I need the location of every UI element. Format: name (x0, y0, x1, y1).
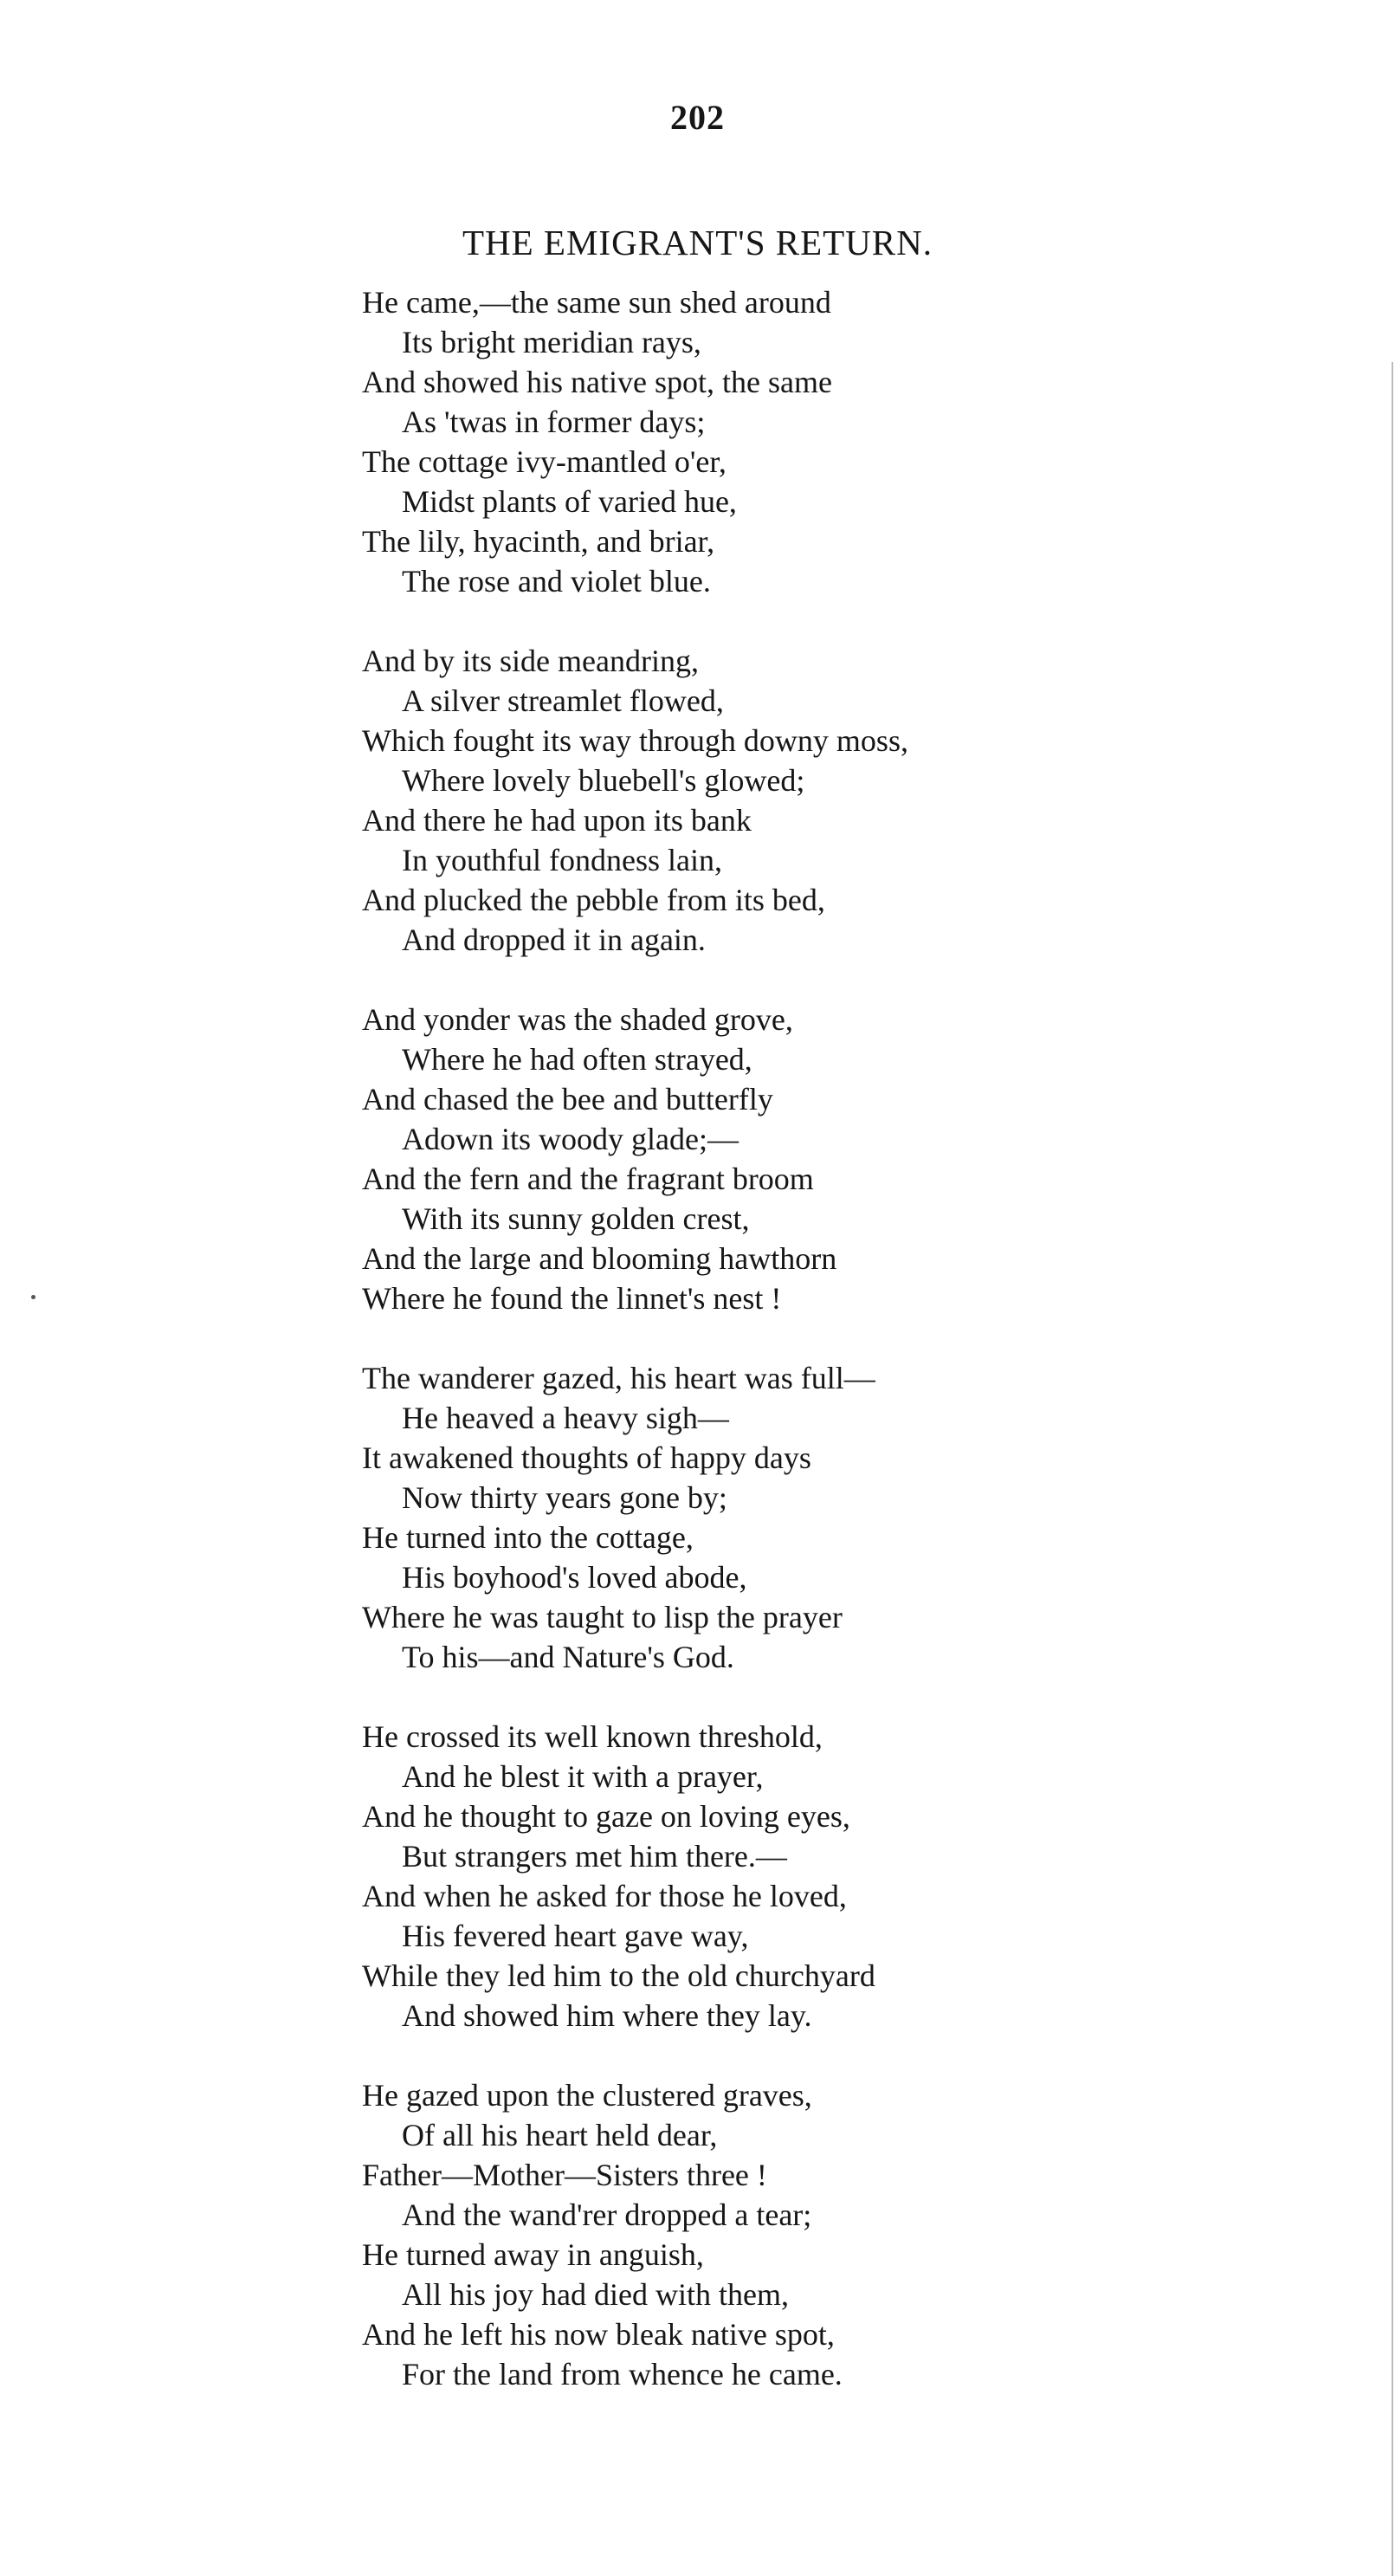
poem-line: While they led him to the old churchyard (362, 1958, 875, 1993)
stanza-3 (362, 1000, 1228, 1318)
poem-line: The rose and violet blue. (402, 564, 711, 599)
poem-line: In youthful fondness lain, (402, 843, 722, 877)
poem-line: Father—Mother—Sisters three ! (362, 2158, 767, 2192)
poem-line: He came,—the same sun shed around (362, 285, 831, 320)
stanza-1 (362, 282, 1228, 601)
poem-line: And he thought to gaze on loving eyes, (362, 1799, 850, 1834)
poem-line: It awakened thoughts of happy days (362, 1440, 811, 1475)
poem-line: As 'twas in former days; (402, 405, 706, 439)
poem-line: The lily, hyacinth, and briar, (362, 524, 715, 559)
poem-line: His boyhood's loved abode, (402, 1560, 747, 1595)
poem-line: The cottage ivy-mantled o'er, (362, 444, 727, 479)
poem-line: And by its side meandring, (362, 644, 699, 678)
stanza-4 (362, 1358, 1228, 1677)
stanza-6 (362, 2075, 1228, 2394)
poem-line: The wanderer gazed, his heart was full— (362, 1361, 875, 1395)
scan-speck (31, 1295, 36, 1299)
page-edge-rule (1392, 362, 1393, 2576)
poem-line: Where he was taught to lisp the prayer (362, 1600, 843, 1634)
stanza-5 (362, 1717, 1228, 2036)
poem-line: Which fought its way through downy moss, (362, 723, 908, 758)
poem-line: With its sunny golden crest, (402, 1201, 750, 1236)
poem-line: Adown its woody glade;— (402, 1122, 739, 1156)
poem-line: And the wand'rer dropped a tear; (402, 2197, 812, 2232)
poem-line: And yonder was the shaded grove, (362, 1002, 793, 1037)
poem-line: And there he had upon its bank (362, 803, 752, 838)
poem-line: And showed him where they lay. (402, 1998, 812, 2033)
poem-line: His fevered heart gave way, (402, 1919, 749, 1953)
poem-line: And he left his now bleak native spot, (362, 2317, 835, 2352)
poem-line: And the large and blooming hawthorn (362, 1241, 837, 1276)
poem-line: Of all his heart held dear, (402, 2118, 718, 2152)
poem-line: Its bright meridian rays, (402, 325, 701, 359)
stanza-2 (362, 641, 1228, 960)
poem-title: THE EMIGRANT'S RETURN. (462, 223, 933, 262)
poem-line: And the fern and the fragrant broom (362, 1162, 814, 1196)
poem-line: And he blest it with a prayer, (402, 1759, 764, 1794)
poem-line: And plucked the pebble from its bed, (362, 883, 825, 917)
poem-line: Where he found the linnet's nest ! (362, 1281, 782, 1316)
poem-line: All his joy had died with them, (402, 2277, 789, 2312)
poem-line: And when he asked for those he loved, (362, 1879, 847, 1913)
poem-body (362, 282, 1228, 2434)
poem-line: Now thirty years gone by; (402, 1480, 727, 1515)
poem-line: And dropped it in again. (402, 922, 706, 957)
poem-line: He crossed its well known threshold, (362, 1719, 823, 1754)
poem-line: Where lovely bluebell's glowed; (402, 763, 805, 798)
poem-line: But strangers met him there.— (402, 1839, 787, 1874)
poem-line: He heaved a heavy sigh— (402, 1401, 729, 1435)
poem-line: He turned away in anguish, (362, 2237, 704, 2272)
poem-line: Midst plants of varied hue, (402, 484, 737, 519)
poem-line: He turned into the cottage, (362, 1520, 694, 1555)
poem-line: And showed his native spot, the same (362, 365, 832, 399)
poem-line: And chased the bee and butterfly (362, 1082, 773, 1116)
poem-line: To his—and Nature's God. (402, 1640, 734, 1674)
poem-line: A silver streamlet flowed, (402, 683, 724, 718)
poem-line: For the land from whence he came. (402, 2357, 843, 2392)
page-number: 202 (670, 98, 725, 137)
poem-line: He gazed upon the clustered graves, (362, 2078, 812, 2113)
poem-line: Where he had often strayed, (402, 1042, 752, 1077)
